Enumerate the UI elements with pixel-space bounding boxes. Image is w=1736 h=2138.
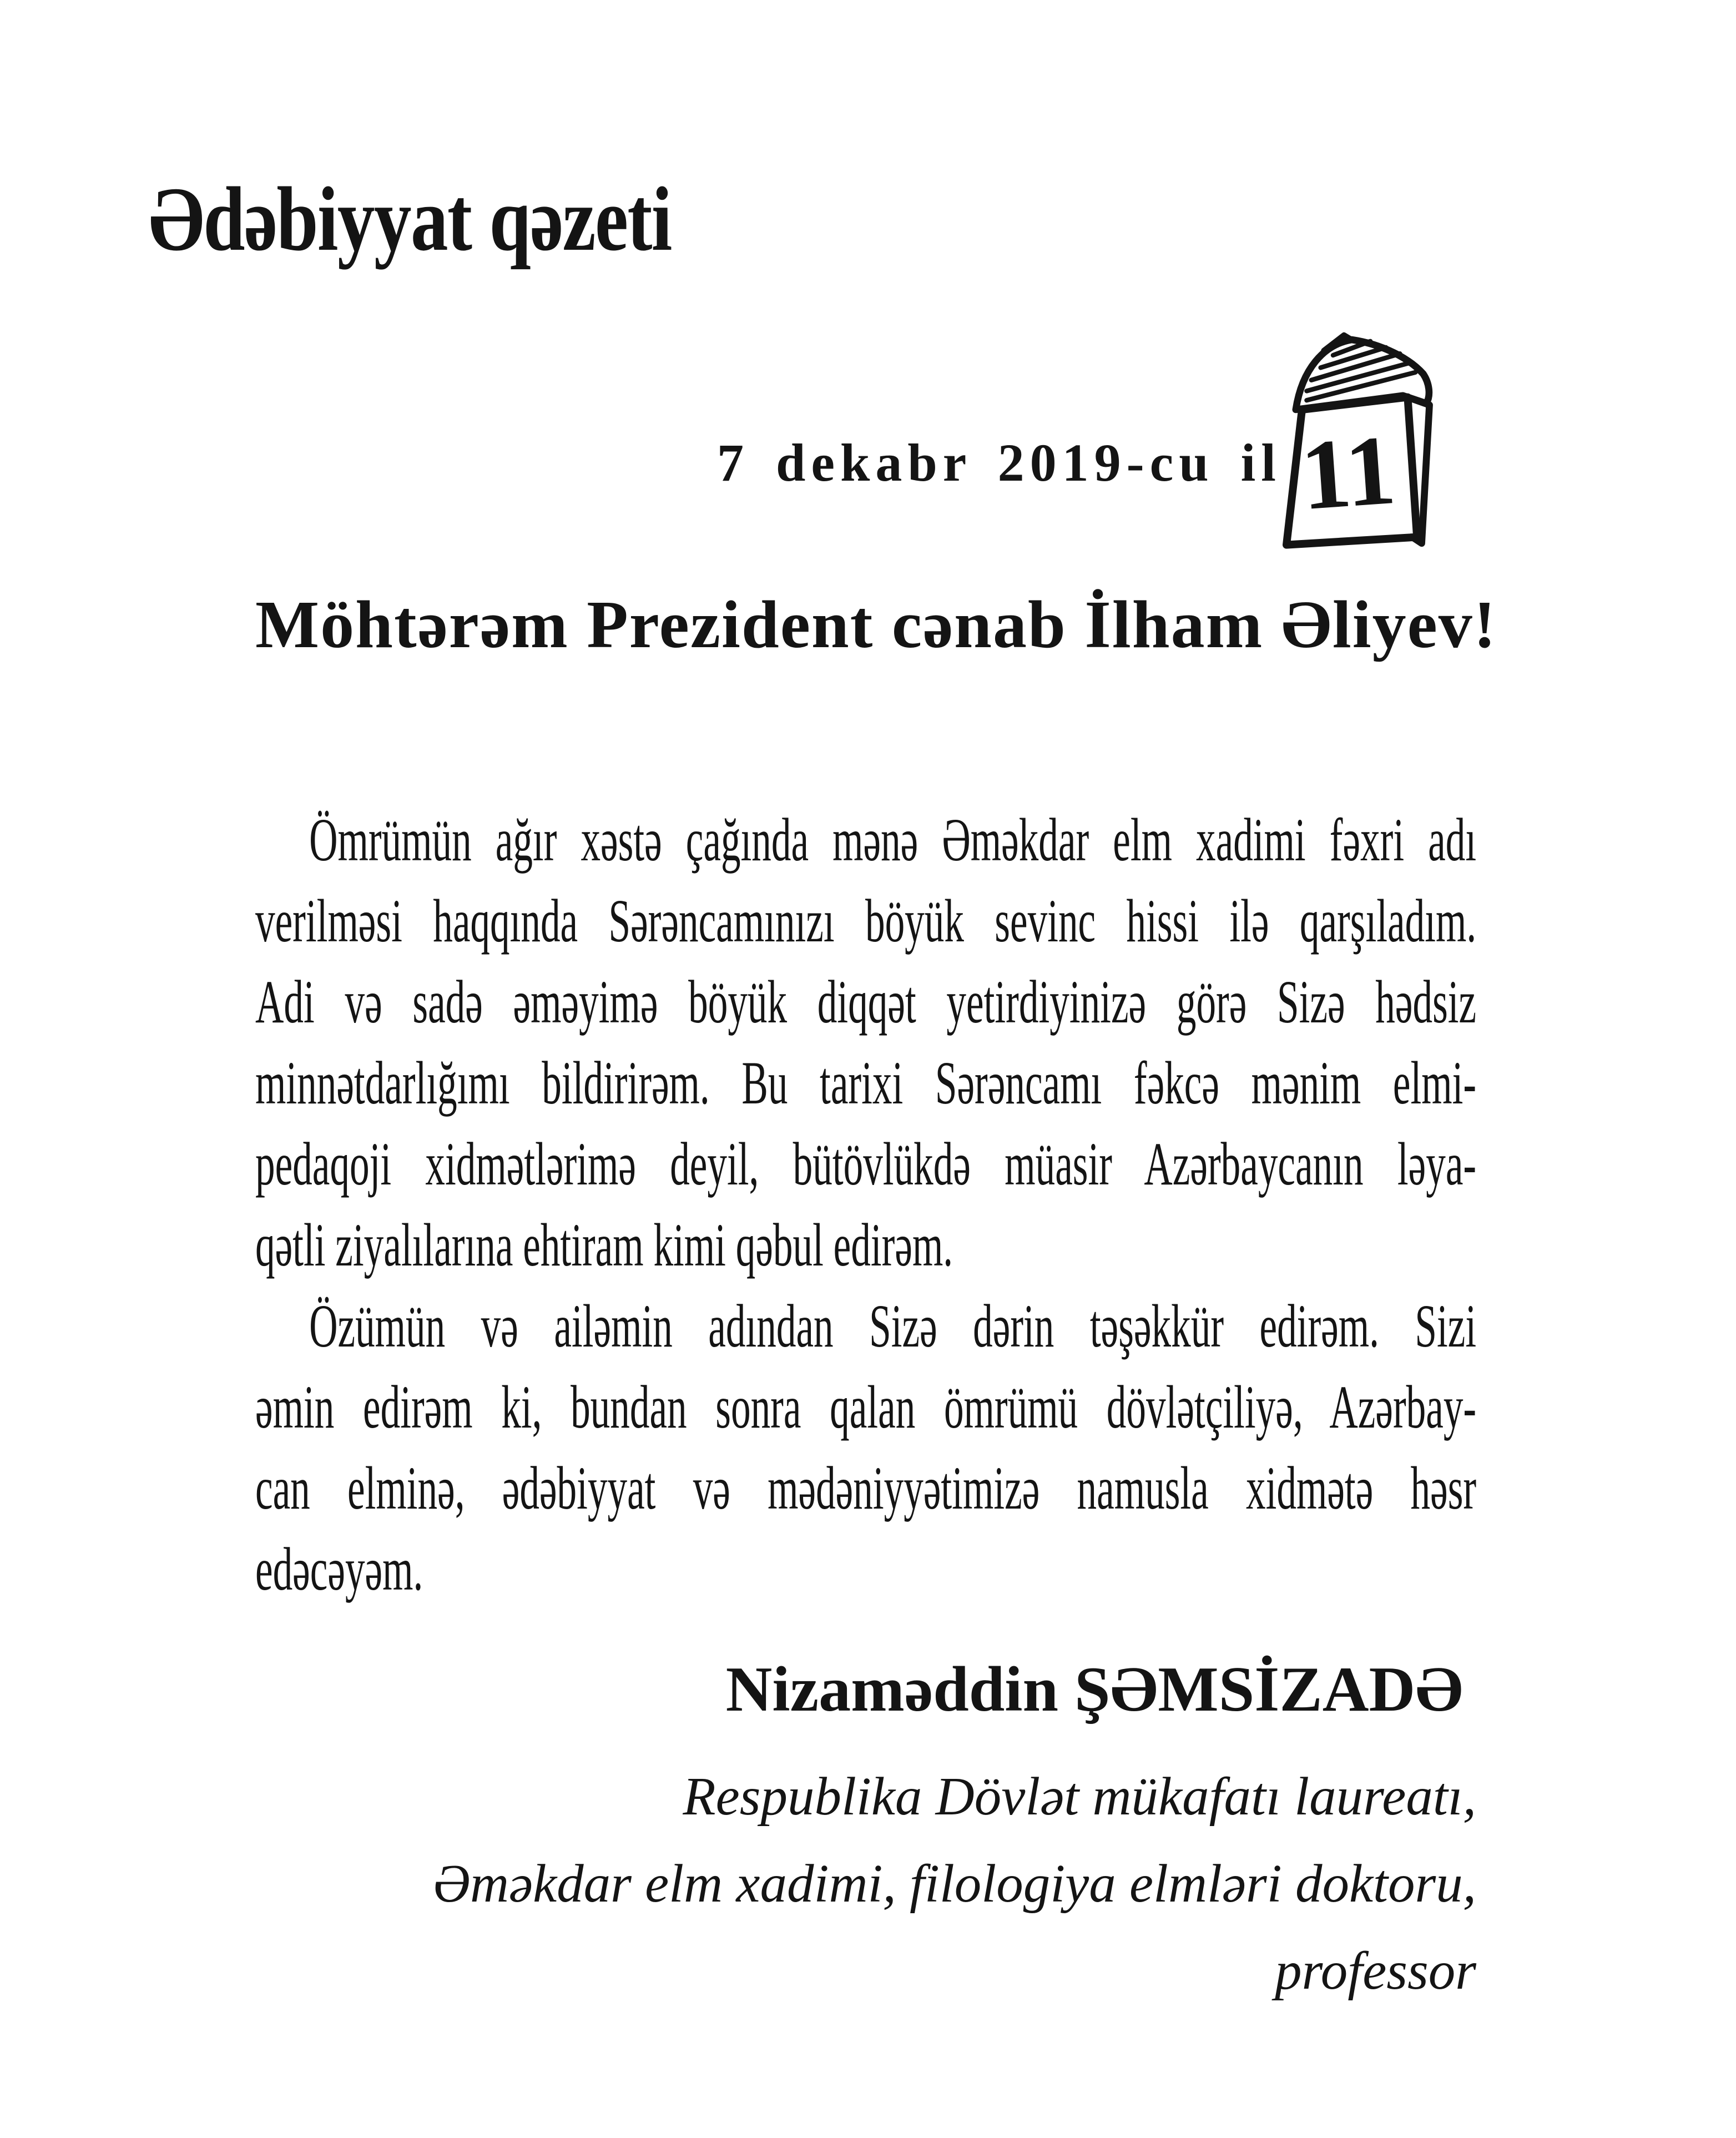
- letter-line: əmin edirəm ki, bundan sonra qalan ömrümü dövlətçiliyə, Azərbay-: [255, 1373, 1477, 1441]
- date-text: 7 dekabr 2019-cu il: [717, 433, 1281, 492]
- book-icon: [1253, 332, 1444, 549]
- letter-line: can elminə, ədəbiyyat və mədəniyyətimizə namusla xidmətə həsr: [255, 1454, 1477, 1522]
- letter-line: verilməsi haqqında Sərəncamınızı böyük sevinc hissi ilə qarşıladım.: [255, 887, 1477, 955]
- letter-line: pedaqoji xidmətlərimə deyil, bütövlükdə müasir Azərbaycanın ləya-: [255, 1130, 1477, 1198]
- letter-line: edəcəyəm.: [255, 1535, 423, 1603]
- salutation-heading: Möhtərəm Prezident cənab İlham Əliyev!: [255, 587, 1497, 662]
- paragraph-2: [255, 1285, 1476, 1610]
- signature-title-line: Respublika Dövlət mükafatı laureatı,: [683, 1767, 1476, 1826]
- signature-titles: [255, 1753, 1476, 2014]
- letter-body: [255, 799, 1476, 1610]
- letter-line: Ömrümün ağır xəstə çağında mənə Əməkdar elm xadimi fəxri adı: [309, 806, 1477, 874]
- book-icon-svg: [1253, 332, 1444, 549]
- signature-title-line: professor: [1275, 1941, 1476, 2000]
- issue-number: 11: [1297, 414, 1399, 531]
- masthead-title: Ədəbiyyat qəzeti: [149, 168, 672, 270]
- letter-line: Özümün və ailəmin adından Sizə dərin təşəkkür edirəm. Sizi: [309, 1292, 1477, 1360]
- paragraph-1: [255, 799, 1476, 1285]
- signature-name: Nizaməddin ŞƏMSİZADƏ: [725, 1654, 1463, 1725]
- letter-line: Adi və sadə əməyimə böyük diqqət yetirdiyinizə görə Sizə hədsiz: [255, 968, 1477, 1036]
- letter-line: minnətdarlığımı bildirirəm. Bu tarixi Sərəncamı fəkcə mənim elmi-: [255, 1049, 1477, 1117]
- letter-line: qətli ziyalılarına ehtiram kimi qəbul edirəm.: [255, 1211, 953, 1279]
- signature-title-line: Əməkdar elm xadimi, filologiya elmləri doktoru,: [432, 1854, 1476, 1913]
